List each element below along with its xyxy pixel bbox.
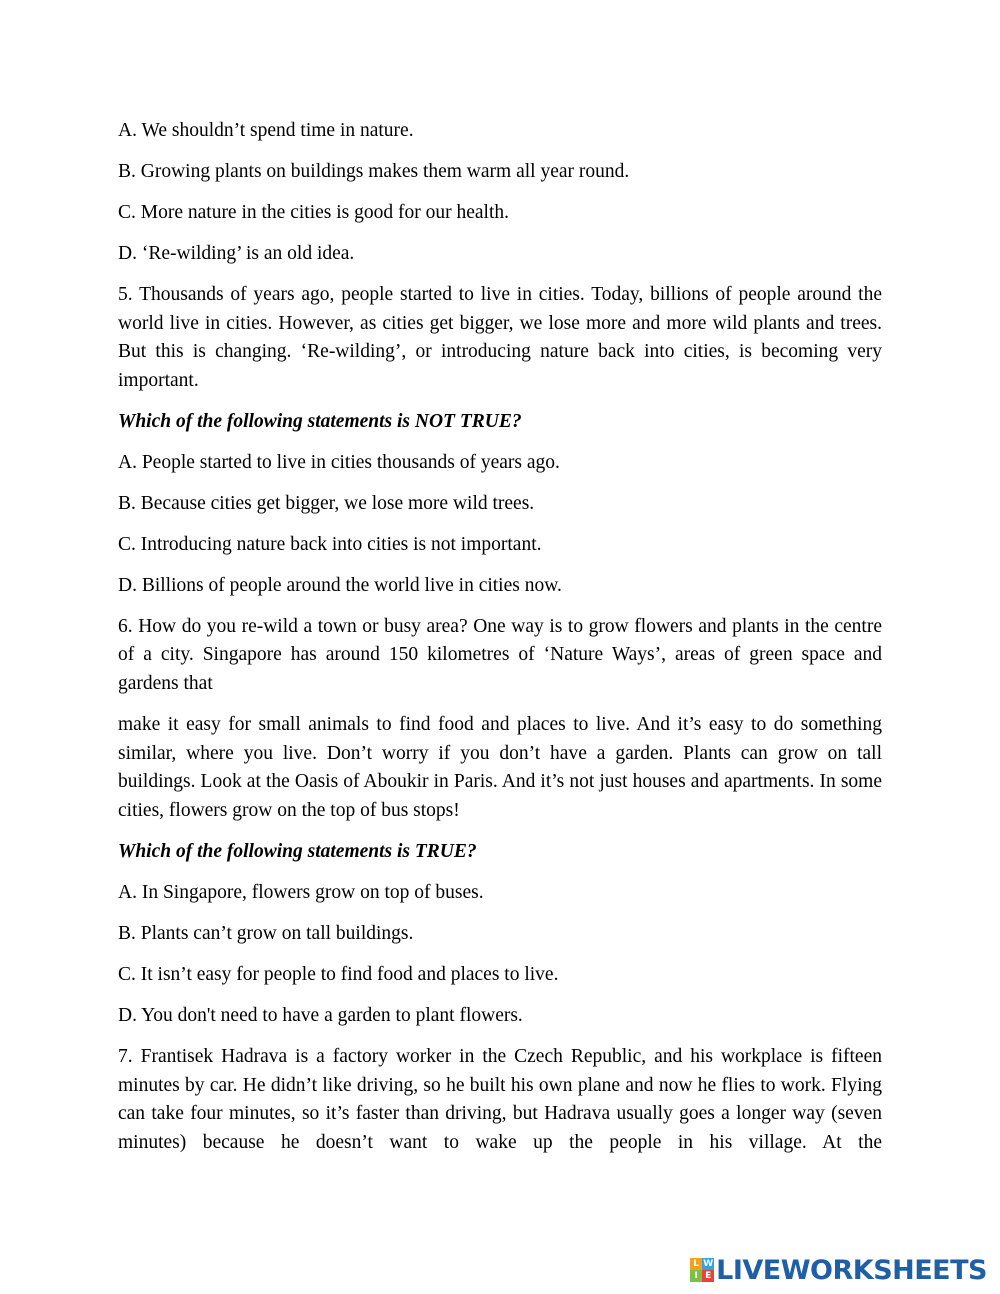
q4-option-b: B. Growing plants on buildings makes them warm all year round.: [118, 161, 630, 182]
q5-option-d: D. Billions of people around the world live in cities now.: [118, 574, 562, 596]
q6-passage-part2: make it easy for small animals to find food and places to live. And it’s easy to do something similar, where you live. Don’t worry if you don’t have a garden. Plants can grow on tall buildings. Look at the Oasis of Aboukir in Paris. And it’s not just houses and apartments. In some cities, flowers grow on the top of bus stops!: [118, 714, 882, 821]
worksheet-page: [118, 117, 882, 1170]
q5-option-b: B. Because cities get bigger, we lose more wild trees.: [118, 492, 535, 514]
q6-option-c: C. It isn’t easy for people to find food and places to live.: [118, 964, 559, 986]
liveworksheets-logo-icon: [690, 1258, 714, 1282]
logo-tile-4: E: [702, 1270, 714, 1282]
liveworksheets-brand: LIVEWORKSHEETS: [716, 1254, 987, 1286]
liveworksheets-footer: [690, 1254, 987, 1286]
q5-question: Which of the following statements is NOT TRUE?: [118, 410, 522, 432]
q6-question: Which of the following statements is TRUE?: [118, 841, 477, 863]
logo-tile-3: I: [690, 1270, 702, 1282]
logo-tile-1: L: [690, 1258, 702, 1270]
q6-passage-part1: 6. How do you re-wild a town or busy area? One way is to grow flowers and plants in the centre of a city. Singapore has around 150 kilometres of ‘Nature Ways’, areas of green space and gardens that: [118, 615, 882, 695]
q4-option-d: D. ‘Re-wilding’ is an old idea.: [118, 243, 355, 264]
q6-option-a: A. In Singapore, flowers grow on top of buses.: [118, 882, 484, 904]
q7-passage: 7. Frantisek Hadrava is a factory worker in the Czech Republic, and his workplace is fifteen minutes by car. He didn’t like driving, so he built his own plane and now he flies to work. Flying can take four minutes, so it’s faster than driving, but Hadrava usually goes a longer way (seven minutes) because he doesn’t want to wake up the people in his village. At the: [118, 1046, 882, 1153]
q6-option-d: D. You don't need to have a garden to plant flowers.: [118, 1005, 523, 1027]
q5-option-a: A. People started to live in cities thousands of years ago.: [118, 451, 560, 473]
q4-option-c: C. More nature in the cities is good for our health.: [118, 202, 509, 223]
logo-tile-2: W: [703, 1259, 714, 1269]
q6-option-b: B. Plants can’t grow on tall buildings.: [118, 923, 414, 945]
q5-option-c: C. Introducing nature back into cities is not important.: [118, 533, 542, 555]
q4-option-a: A. We shouldn’t spend time in nature.: [118, 120, 414, 141]
q5-passage: 5. Thousands of years ago, people started to live in cities. Today, billions of people around the world live in cities. However, as cities get bigger, we lose more and more wild plants and trees. But this is changing. ‘Re-wilding’, or introducing nature back into cities, is becoming very important.: [118, 284, 882, 391]
